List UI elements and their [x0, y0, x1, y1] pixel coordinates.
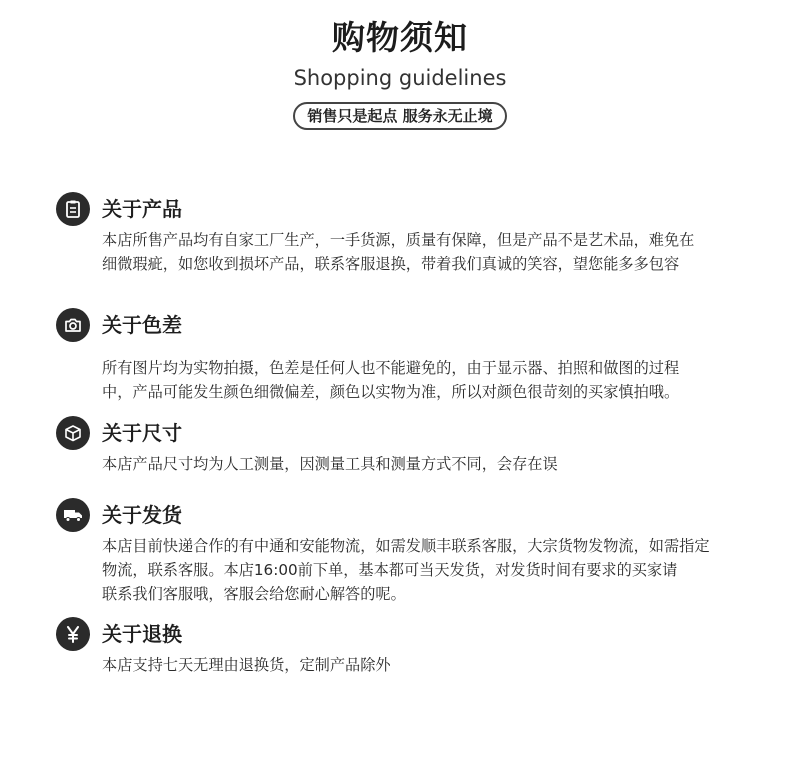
section-body	[102, 228, 796, 276]
body-line: 本店产品尺寸均为人工测量，因测量工具和测量方式不同，会存在误	[102, 455, 558, 473]
page-title: 购物须知	[332, 18, 468, 57]
body-line: 物流，联系客服。本店16:00前下单，基本都可当天发货，对发货时间有要求的买家请	[102, 561, 678, 579]
camera-icon	[56, 308, 90, 342]
truck-icon	[56, 498, 90, 532]
section-title: 关于色差	[102, 313, 182, 337]
section-title: 关于产品	[102, 197, 182, 221]
section-title: 关于尺寸	[102, 421, 182, 445]
section-size	[56, 416, 796, 476]
section-title: 关于退换	[102, 622, 182, 646]
product-box-icon	[56, 192, 90, 226]
tagline-badge: 销售只是起点 服务永无止境	[293, 102, 506, 130]
body-line: 本店支持七天无理由退换货，定制产品除外	[102, 656, 391, 674]
cube-icon	[56, 416, 90, 450]
body-line: 所有图片均为实物拍摄，色差是任何人也不能避免的，由于显示器、拍照和做图的过程	[102, 359, 680, 377]
section-body	[102, 653, 796, 677]
yen-icon	[56, 617, 90, 651]
body-line: 中，产品可能发生颜色细微偏差，颜色以实物为准，所以对颜色很苛刻的买家慎拍哦。	[102, 383, 680, 401]
section-body	[102, 534, 796, 606]
section-body	[102, 452, 796, 476]
section-product	[56, 192, 796, 276]
body-line: 联系我们客服哦，客服会给您耐心解答的呢。	[102, 585, 406, 603]
section-color	[56, 308, 796, 404]
body-line: 本店所售产品均有自家工厂生产，一手货源，质量有保障，但是产品不是艺术品，难免在	[102, 231, 695, 249]
section-body	[102, 356, 796, 404]
header	[0, 16, 800, 130]
body-line: 本店目前快递合作的有中通和安能物流，如需发顺丰联系客服，大宗货物发物流，如需指定	[102, 537, 710, 555]
page-subtitle: Shopping guidelines	[293, 66, 507, 90]
body-line: 细微瑕疵，如您收到损坏产品，联系客服退换，带着我们真诚的笑容，望您能多多包容	[102, 255, 680, 273]
section-title: 关于发货	[102, 503, 182, 527]
section-returns	[56, 617, 796, 677]
section-shipping	[56, 498, 796, 606]
